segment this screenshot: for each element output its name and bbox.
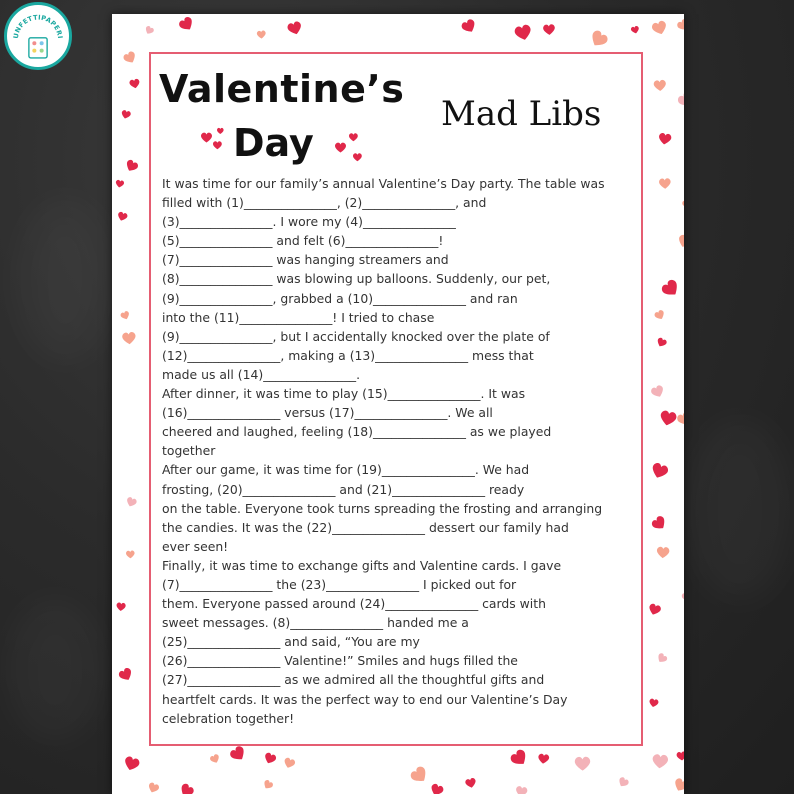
- heart-icon: [672, 777, 684, 793]
- story-line: (25)_______________ and said, “You are my: [162, 634, 420, 650]
- story-line: (3)_______________. I wore my (4)_______________: [162, 214, 456, 230]
- svg-text:FUNFETTIPAPERIE: [7, 5, 64, 39]
- heart-icon: [122, 50, 138, 65]
- mad-libs-page: [112, 14, 684, 794]
- heart-icon: [409, 765, 430, 786]
- story-line: It was time for our family’s annual Valentine’s Day party. The table was: [162, 176, 605, 191]
- heart-icon: [283, 757, 296, 769]
- heart-icon: [630, 26, 639, 35]
- heart-icon: [654, 309, 666, 321]
- heart-icon: [121, 110, 132, 120]
- heart-icon: [465, 777, 477, 788]
- heart-icon: [676, 751, 684, 761]
- story-line: celebration together!: [162, 710, 295, 726]
- story-line: cheered and laughed, feeling (18)_______________ as we played: [162, 424, 552, 440]
- heart-icon: [117, 667, 134, 683]
- heart-icon: [652, 754, 669, 769]
- heart-icon: [262, 779, 274, 791]
- page-subtitle: Mad Libs: [441, 94, 602, 134]
- story-line: (26)_______________ Valentine!” Smiles and hugs filled the: [162, 653, 518, 669]
- heart-icon: [263, 752, 277, 766]
- heart-icon: [515, 786, 528, 794]
- story-line: into the (11)_______________! I tried to chase: [162, 309, 435, 325]
- heart-icon: [543, 24, 556, 35]
- heart-icon: [429, 783, 444, 794]
- heart-icon: [144, 25, 155, 36]
- story-text: [162, 174, 638, 728]
- story-line: the candies. It was the (22)_______________ dessert our family had: [162, 519, 569, 535]
- heart-icon: [660, 278, 682, 300]
- story-line: (9)_______________, grabbed a (10)_______________ and ran: [162, 290, 518, 306]
- heart-icon: [116, 602, 126, 611]
- story-line: After dinner, it was time to play (15)_______________. It was: [162, 386, 526, 402]
- heart-icon: [659, 410, 678, 427]
- heart-icon: [460, 18, 478, 35]
- story-line: (7)_______________ the (23)_______________ I picked out for: [162, 576, 517, 592]
- heart-icon: [656, 547, 669, 559]
- story-line: (9)_______________, but I accidentally knocked over the plate of: [162, 328, 550, 344]
- heart-icon: [653, 80, 666, 92]
- heart-icon: [122, 332, 136, 345]
- story-line: (27)_______________ as we admired all the thoughtful gifts and: [162, 672, 545, 688]
- heart-icon: [125, 496, 137, 508]
- story-line: (16)_______________ versus (17)_______________. We all: [162, 405, 493, 421]
- heart-icon: [178, 15, 196, 33]
- story-line: sweet messages. (8)_______________ handed me a: [162, 615, 469, 631]
- heart-icon: [129, 78, 141, 89]
- heart-icon: [650, 462, 670, 481]
- heart-icon: [120, 310, 131, 320]
- story-line: them. Everyone passed around (24)_______________ cards with: [162, 596, 546, 612]
- heart-icon: [514, 24, 533, 42]
- heart-icon: [658, 133, 672, 146]
- story-line: After our game, it was time for (19)_______________. We had: [162, 462, 530, 478]
- heart-icon: [651, 20, 669, 37]
- heart-icon: [588, 29, 610, 50]
- story-line: (8)_______________ was blowing up balloons. Suddenly, our pet,: [162, 271, 551, 287]
- chalk-smudge: [20, 200, 110, 360]
- chalk-smudge: [10, 600, 100, 740]
- heart-icon: [676, 234, 684, 249]
- heart-icon: [257, 30, 266, 39]
- logo-badge-icon: [7, 5, 69, 67]
- heart-icon: [126, 550, 135, 558]
- story-line: filled with (1)_______________, (2)_______________, and: [162, 195, 487, 211]
- heart-icon: [286, 20, 303, 36]
- heart-icon: [147, 782, 160, 794]
- heart-icon: [647, 603, 661, 617]
- content-frame: [149, 52, 643, 746]
- heart-icon: [195, 126, 229, 156]
- heart-icon: [117, 211, 129, 222]
- heart-icon: [331, 132, 371, 168]
- heart-icon: [650, 384, 666, 399]
- heart-icon: [649, 698, 659, 708]
- story-line: on the table. Everyone took turns spreading the frosting and arranging: [162, 500, 603, 516]
- heart-icon: [681, 197, 684, 210]
- heart-icon: [228, 744, 247, 763]
- heart-icon: [178, 782, 195, 794]
- story-line: frosting, (20)_______________ and (21)_______________ ready: [162, 481, 525, 497]
- heart-icon: [676, 18, 684, 33]
- chalk-smudge: [690, 420, 790, 600]
- story-line: heartfelt cards. It was the perfect way to end our Valentine’s Day: [162, 691, 568, 707]
- page-title-line2: Day: [233, 121, 314, 165]
- heart-icon: [650, 515, 668, 533]
- heart-icon: [681, 589, 684, 602]
- heart-icon: [656, 652, 669, 665]
- heart-icon: [676, 90, 684, 110]
- heart-icon: [659, 178, 671, 189]
- story-line: ever seen!: [162, 538, 229, 554]
- heart-icon: [115, 179, 124, 188]
- heart-icon: [209, 753, 221, 764]
- heart-icon: [656, 337, 668, 349]
- heart-icon: [575, 757, 591, 771]
- story-line: Finally, it was time to exchange gifts and Valentine cards. I gave: [162, 557, 562, 573]
- heart-icon: [509, 748, 530, 769]
- heart-icon: [538, 753, 550, 764]
- story-line: together: [162, 443, 216, 459]
- story-line: made us all (14)_______________.: [162, 366, 361, 382]
- story-line: (7)_______________ was hanging streamers and: [162, 252, 449, 268]
- heart-icon: [617, 776, 630, 789]
- heart-icon: [124, 159, 139, 174]
- heart-icon: [676, 411, 684, 427]
- story-line: (5)_______________ and felt (6)_______________!: [162, 233, 444, 249]
- page-title-line1: Valentine’s: [159, 67, 405, 111]
- story-line: (12)_______________, making a (13)_______________ mess that: [162, 347, 534, 363]
- heart-icon: [123, 755, 141, 772]
- logo-text: UNFETTIPAPERI: [11, 13, 65, 40]
- brand-logo: [4, 2, 72, 70]
